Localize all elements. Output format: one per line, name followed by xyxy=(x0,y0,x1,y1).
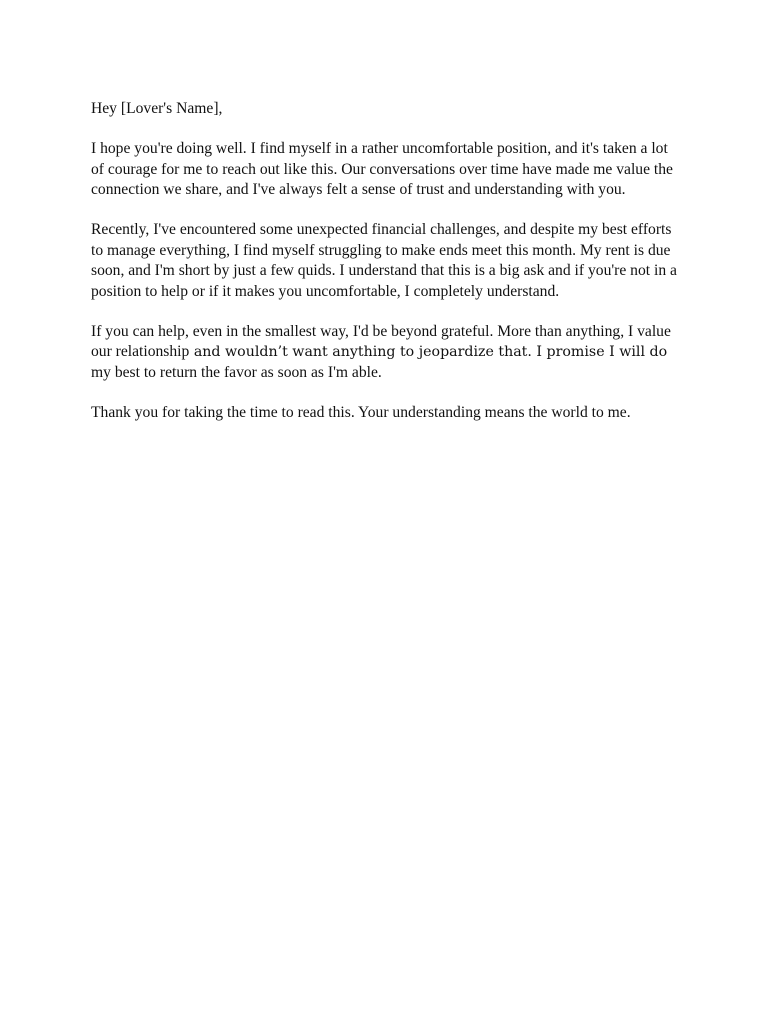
letter-paragraph-3-part-2: and wouldn’t want anything to jeopardize that. I promise I will do xyxy=(189,344,668,360)
letter-body xyxy=(91,99,681,443)
letter-paragraph-4: Thank you for taking the time to read this. Your understanding means the world to me. xyxy=(91,403,631,421)
letter-paragraph-3-part-3: my best to return the favor as soon as I'm able. xyxy=(91,363,382,381)
letter-paragraph-3-part-1: If you can help, even in the smallest way, I'd be beyond grateful. More than anything, I value our relationship xyxy=(91,322,671,360)
letter-paragraph-3 xyxy=(91,322,681,384)
letter-paragraph-2: Recently, I've encountered some unexpected financial challenges, and despite my best efforts to manage everything, I find myself struggling to make ends meet this month. My rent is due soon, and I'm short by just a few quids. I understand that this is a big ask and if you're not in a position to help or if it makes you uncomfortable, I completely understand. xyxy=(91,221,677,300)
letter-greeting: Hey [Lover's Name], xyxy=(91,100,223,117)
letter-paragraph-1: I hope you're doing well. I find myself in a rather uncomfortable position, and it's taken a lot of courage for me to reach out like this. Our conversations over time have made me value the connection we share, and I've always felt a sense of trust and understanding with you. xyxy=(91,140,673,198)
